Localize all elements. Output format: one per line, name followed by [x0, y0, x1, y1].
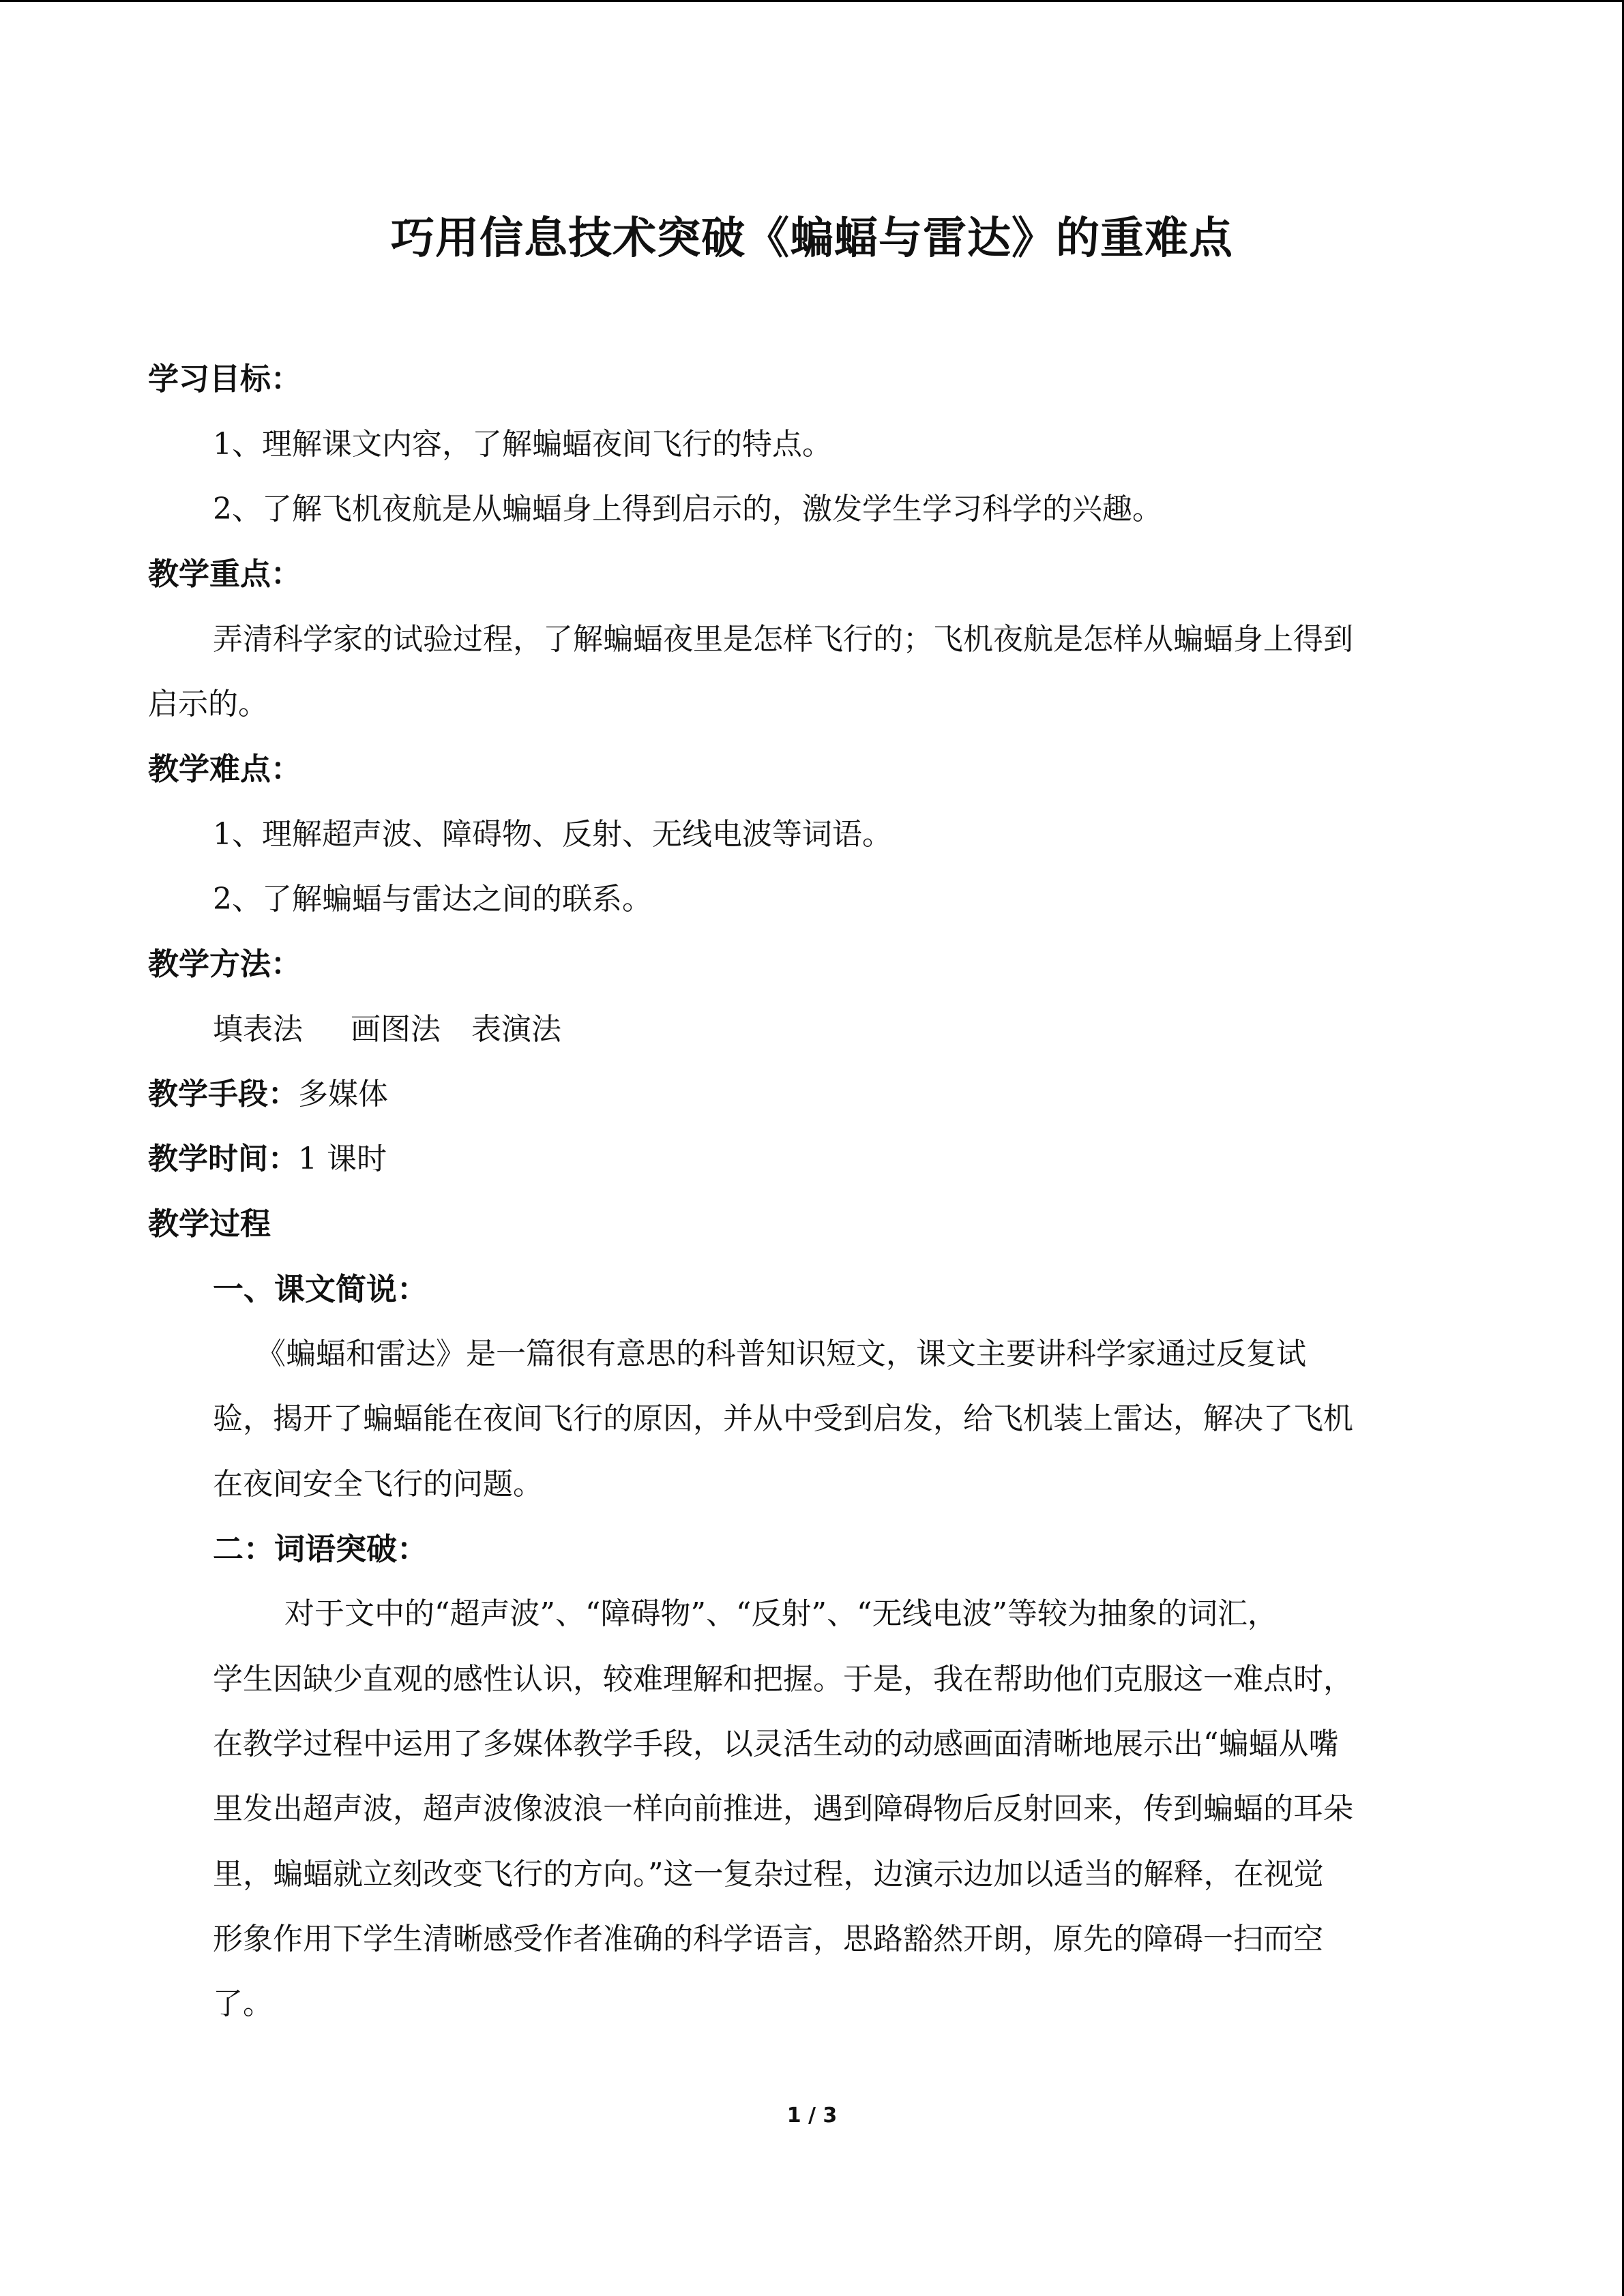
section2-line-3: 在教学过程中运用了多媒体教学手段，以灵活生动的动感画面清晰地展示出“蝙蝠从嘴 — [213, 1727, 1339, 1761]
section2-line-7: 了。 — [213, 1986, 273, 2021]
methods-list — [213, 1009, 561, 1050]
goal-item-1: 1、理解课文内容，了解蝙蝠夜间飞行的特点。 — [213, 427, 832, 462]
difficulties-heading: 教学难点： — [148, 751, 302, 787]
section1-line-2: 验，揭开了蝙蝠能在夜间飞行的原因，并从中受到启发，给飞机装上雷达，解决了飞机 — [213, 1401, 1353, 1436]
page-number: 1 / 3 — [786, 2104, 838, 2128]
goals-heading: 学习目标： — [148, 361, 302, 397]
methods-heading: 教学方法： — [148, 946, 302, 982]
key-points-line-2: 启示的。 — [148, 687, 268, 721]
section1-heading: 一、课文简说： — [213, 1271, 428, 1307]
time-row — [148, 1139, 387, 1180]
section2-heading: 二：词语突破： — [213, 1531, 428, 1567]
key-points-line-1: 弄清科学家的试验过程，了解蝙蝠夜里是怎样飞行的；飞机夜航是怎样从蝙蝠身上得到 — [213, 622, 1353, 657]
process-heading: 教学过程 — [148, 1206, 271, 1242]
section2-line-5: 里，蝙蝠就立刻改变飞行的方向。”这一复杂过程，边演示边加以适当的解释，在视觉 — [213, 1857, 1324, 1892]
section2-line-6: 形象作用下学生清晰感受作者准确的科学语言，思路豁然开朗，原先的障碍一扫而空 — [213, 1922, 1323, 1956]
means-value: 多媒体 — [298, 1077, 388, 1112]
section2-line-2: 学生因缺少直观的感性认识，较难理解和把握。于是，我在帮助他们克服这一难点时， — [213, 1662, 1353, 1697]
section2-line-1: 对于文中的“超声波”、“障碍物”、“反射”、“无线电波”等较为抽象的词汇， — [284, 1596, 1278, 1631]
document-title: 巧用信息技术突破《蝙蝠与雷达》的重难点 — [391, 213, 1233, 264]
method-item: 表演法 — [471, 1012, 561, 1047]
section1-line-1: 《蝙蝠和雷达》是一篇很有意思的科普知识短文，课文主要讲科学家通过反复试 — [256, 1337, 1306, 1371]
means-label: 教学手段： — [148, 1077, 298, 1112]
method-item: 填表法 — [213, 1012, 303, 1047]
difficulty-item-2: 2、了解蝙蝠与雷达之间的联系。 — [213, 882, 652, 916]
means-row — [148, 1074, 388, 1115]
key-points-heading: 教学重点： — [148, 556, 302, 592]
difficulty-item-1: 1、理解超声波、障碍物、反射、无线电波等词语。 — [213, 817, 892, 852]
goal-item-2: 2、了解飞机夜航是从蝙蝠身上得到启示的，激发学生学习科学的兴趣。 — [213, 492, 1162, 526]
time-label: 教学时间： — [148, 1142, 298, 1176]
time-value: 1 课时 — [298, 1142, 387, 1176]
method-item: 画图法 — [351, 1012, 441, 1047]
page-top-border — [0, 0, 1624, 2]
section1-line-3: 在夜间安全飞行的问题。 — [213, 1467, 543, 1502]
section2-line-4: 里发出超声波，超声波像波浪一样向前推进，遇到障碍物后反射回来，传到蝙蝠的耳朵 — [213, 1791, 1353, 1826]
